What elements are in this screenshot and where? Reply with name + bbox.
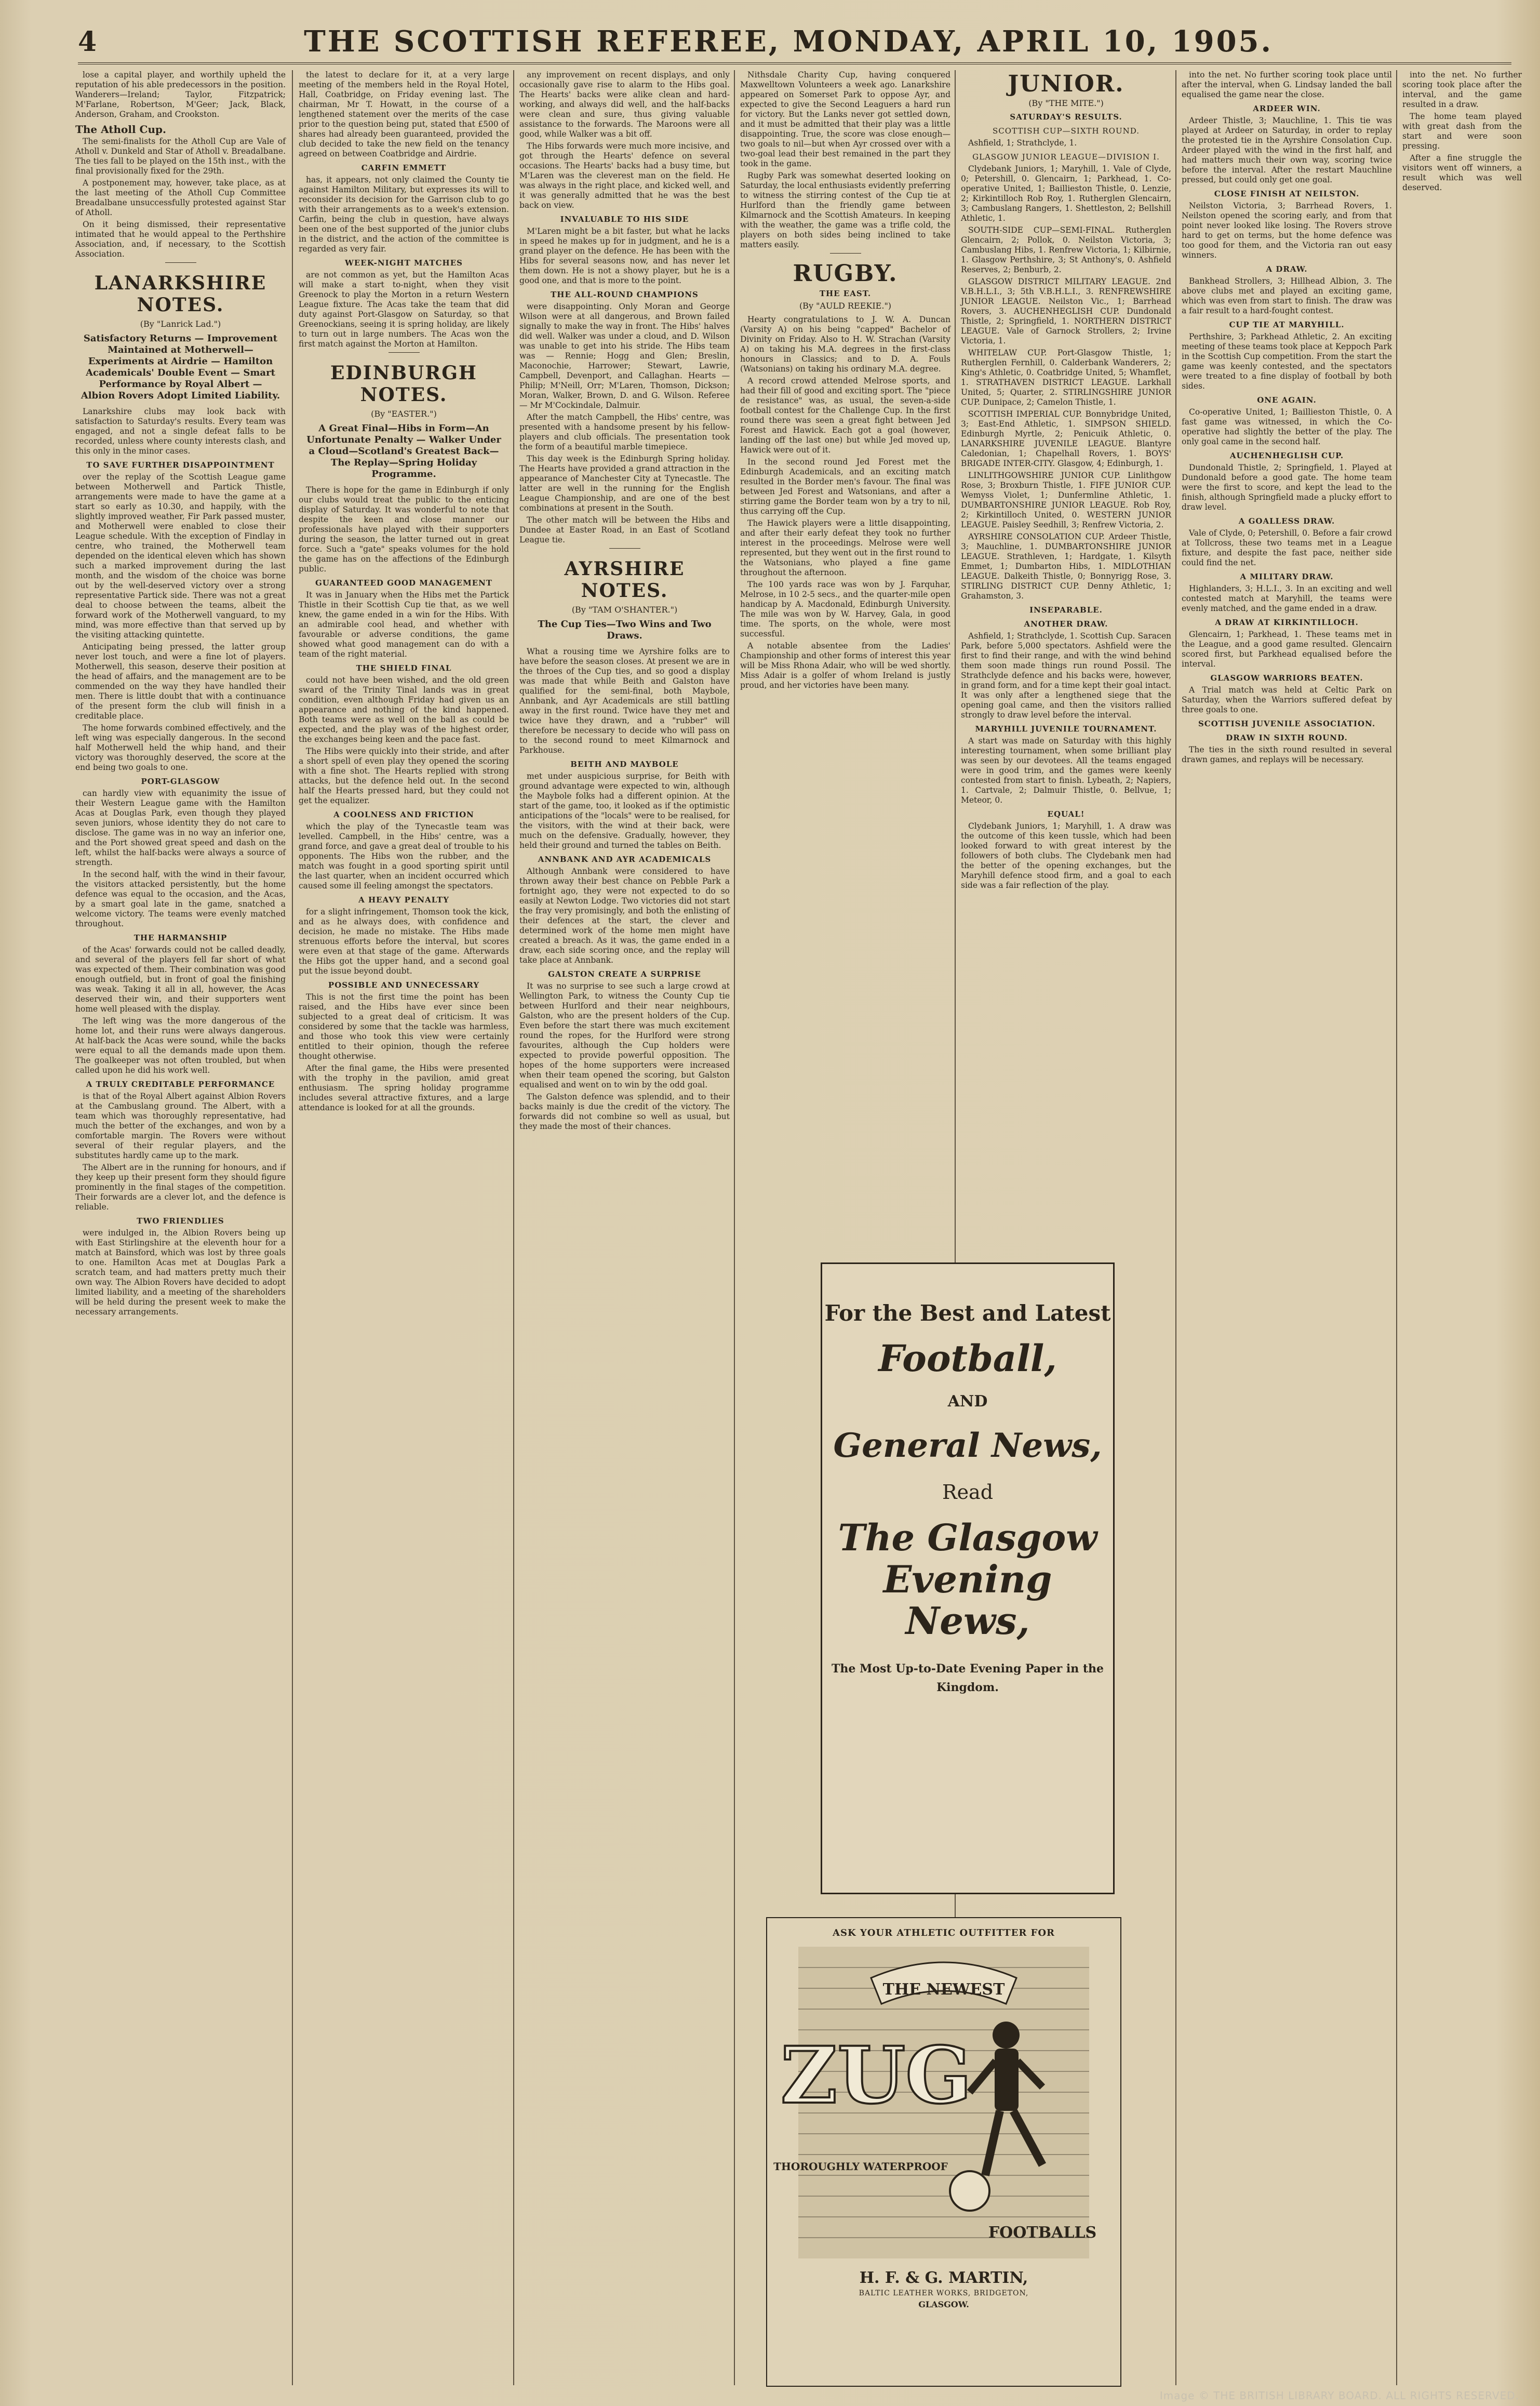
column-3: any improvement on recent displays, and only occasionally gave rise to alarm to the Hibs goal. The Hearts' backs were alike clean and hard-working, and always did well, and the half-backs were clean and sure, thus giving valuable assistance to the forwards. The Maroons were all good, while Walker was a bit off. The Hibs forwards were much more incisive, and got through the Hearts' defence on several occasions. The Hearts' backs had a busy time, but M'Laren was the cleverest man on the field. He was always in the right place, and kicked well, and it was generally admitted that he was the best back on view. INVALUABLE TO HIS SIDE M'Laren might be a bit faster, but what he lacks in speed he makes up for in judgment, and he is a grand player on the defence. He has been with the Hibs for several seasons now, and has never let them down. He is not a showy player, but he is a good one, and that is more to the point. THE ALL-ROUND CHAMPIONS were disappointing. Only Moran and George Wilson were at all dangerous, and Brown failed signally to make the way in front. The Hibs' halves did well. Walker was under a cloud, and D. Wilson was unable to get into his stride. The Hibs team was — Rennie; Hogg and Glen; Breslin, Maconochie, Harrower; Stewart, Lawrie, Campbell, Devenport, and Callaghan. Hearts — Philip; M'Neill, Orr; M'Laren, Thomson, Dickson; Moran, Walker, Brown, D. and G. Wilson. Referee — Mr M'Cockindale, Dalmuir. After the match Campbell, the Hibs' centre, was presented with a handsome present by his fellow-players and club officials. The presentation took the form of a beautiful marble timepiece. This day week is the Edinburgh Spring holiday. The Hearts have provided a grand attraction in the appearance of Manchester City at Tynecastle. The latter are well in the running for the English League Championship, and are one of the best combinations at present in the South. The other match will be between the Hibs and Dundee at Easter Road, in an East of Scotland League tie. AYRSHIRE NOTES. (By "TAM O'SHANTER.") The Cup Ties—Two Wins and Two Draws. What a rousing time we Ayrshire folks are to have before the season closes. At present we are in the throes of the Cup ties, and so good a display was made that while Beith and Galston have qualified for the semi-final, both Maybole, Annbank, and Ayr Academicals are still battling away in the first round. Twice have they met and twice have they drawn, and a "rubber" will therefore be necessary to decide who will pass on to the second round to meet Kilmarnock and Parkhouse. BEITH AND MAYBOLE met under auspicious surprise, for Beith with ground advantage were expected to win, although the Maybole folks had a different opinion. At the start of the game, too, it looked as if the optimistic anticipations of the "locals" were to be realised, for the visitors, with the wind at their back, were much on the defensive. Gradually, however, they held their ground and turned the tables on Beith. ANNBANK AND AYR ACADEMICALS Although Annbank were considered to have thrown away their best chance on Pebble Park a fortnight ago, they were not expected to do so easily at Newton Lodge. Two victories did not start the fray very promisingly, and both the enlisting of their defences at the start, the clever and determined work of the home men might have created a breach. As it was, the game ended in a draw, each side scoring once, and the replay will take place at Annbank. GALSTON CREATE A SURPRISE It was no surprise to see such a large crowd at Wellington Park, to witness the County Cup tie between Hurlford and their near neighbours, Galston, who are the present holders of the Cup. Even before the start there was much excitement round the ropes, for the Hurlford were strong favourites, although the Cup holders were expected to provide powerful opposition. The hopes of the home supporters were increased when their team opened the scoring, but Galston equalised and went on to win by the odd goal. The Galston defence was splendid, and to their backs mainly is due the credit of the victory. The forwards did not combine so well as usual, but they made the most of their chances. (519, 70, 730, 1131)
column-1: lose a capital player, and worthily upheld the reputation of his able predecessors in the position. Wanderers—Ireland; Taylor, Fitzpatrick; M'Farlane, Robertson, M'Geer; Jack, Black, Anderson, Graham, and Crookston. The Atholl Cup. The semi-finalists for the Atholl Cup are Vale of Atholl v. Dunkeld and Star of Atholl v. Breadalbane. The ties fall to be played on the 15th inst., with the final provisionally fixed for the 29th. A postponement may, however, take place, as at the last meeting of the Atholl Cup Committee Breadalbane unsuccessfully protested against Star of Atholl. On it being dismissed, their representative intimated that he would appeal to the Perthshire Association, and, if necessary, to the Scottish Association. LANARKSHIRE NOTES. (By "Lanrick Lad.") Satisfactory Returns — Improvement Maintained at Motherwell—Experiments at Airdrie — Hamilton Academicals' Double Event — Smart Performance by Royal Albert — Albion Rovers Adopt Limited Liability. Lanarkshire clubs may look back with satisfaction to Saturday's results. Every team was engaged, and not a single defeat falls to be recorded, unless where county interests clash, and this only in the minor cases. TO SAVE FURTHER DISAPPOINTMENT over the replay of the Scottish League game between Motherwell and Partick Thistle, arrangements were made to have the game at a start so early as 10.30, and happily, with the slightly improved weather, Fir Park passed muster, and Motherwell were enabled to close their League schedule. With the exception of Findlay in centre, who trained, the Motherwell team depended on the identical eleven which has shown such a marked improvement during the last month, and the wisdom of the choice was borne out by the well-deserved victory over a strong representative Partick side. There was not a great deal to choose between the teams, albeit the forward work of the Motherwell vanguard, to my mind, was more effective than that served up by the visiting attacking quintette. Anticipating being pressed, the latter group never lost touch, and were a fine lot of players. Motherwell, this season, deserve their position at the head of affairs, and the management are to be commended on the way they have handled their men. There is little doubt that with a continuance of the present form the club will finish in a creditable place. The home forwards combined effectively, and the left wing was especially dangerous. In the second half Motherwell held the whip hand, and their victory was thoroughly deserved, the score at the end being two goals to one. PORT-GLASGOW can hardly view with equanimity the issue of their Western League game with the Hamilton Acas at Douglas Park, even though they played seven juniors, whose identity they do not care to disclose. The game was in no way an inferior one, and the Port showed great speed and dash on the left, whilst the half-backs were always a source of strength. In the second half, with the wind in their favour, the visitors attacked persistently, but the home defence was equal to the occasion, and the Acas, by a smart goal late in the game, snatched a welcome victory. The teams were evenly matched throughout. THE HARMANSHIP of the Acas' forwards could not be called deadly, and several of the players fell far short of what was expected of them. Their combination was good enough outfield, but in front of goal the finishing was weak. Taking it all in all, however, the Acas deserved their win, and their supporters went home well pleased with the display. The left wing was the more dangerous of the home lot, and their runs were always dangerous. At half-back the Acas were sound, while the backs were equal to all the demands made upon them. The goalkeeper was not often troubled, but when called upon he did his work well. A TRULY CREDITABLE PERFORMANCE is that of the Royal Albert against Albion Rovers at the Cambuslang ground. The Albert, with a team which was thoroughly representative, had much the better of the exchanges, and won by a comfortable margin. The Rovers were without several of their regular players, and the substitutes hardly came up to the mark. The Albert are in the running for honours, and if they keep up their present form they should figure prominently in the final stages of the competition. Their forwards are a clever lot, and the defence is reliable. TWO FRIENDLIES were indulged in, the Albion Rovers being up with East Stirlingshire at the eleventh hour for a match at Bainsford, which was lost by three goals to one. Hamilton Acas met at Douglas Park a scratch team, and had matters pretty much their own way. The Albion Rovers have decided to adopt limited liability, and a meeting of the shareholders will be held during the present week to make the necessary arrangements. (75, 70, 286, 1317)
subheading: BEITH AND MAYBOLE (570, 760, 679, 769)
article-deck: Satisfactory Returns — Improvement Maintained at Motherwell—Experiments at Airdrie — Hamilton Academicals' Double Event — Smart Performance by Royal Albert — Albion Rovers Adopt Limited Liability. (81, 333, 280, 401)
subheading: SATURDAY'S RESULTS. (1010, 112, 1122, 122)
image-credit: Image © THE BRITISH LIBRARY BOARD. ALL RIGHTS RESERVED. (1159, 2389, 1519, 2402)
subheading: THE ALL-ROUND CHAMPIONS (551, 290, 699, 299)
column-rule (1396, 70, 1397, 2385)
ad-line: For the Best and Latest (824, 1300, 1111, 1326)
subheading: GUARANTEED GOOD MANAGEMENT (315, 578, 493, 588)
subheading: A DRAW. (1266, 264, 1308, 274)
column-4: Nithsdale Charity Cup, having conquered Maxwelltown Volunteers a week ago. Lanarkshire appeared on Somerset Park to oppose Ayr, and expected to give the Second Leaguers a hard run for victory. But the Lanks never got settled down, and it must be admitted that their play was a little disappointing. True, the score was close enough—two goals to nil—but when Ayr crossed over with a two-goal lead their best remained in the part they took in the game. Rugby Park was somewhat deserted looking on Saturday, the local enthusiasts evidently preferring to witness the stirring contest of the Cup tie at Hurlford than the friendly game between Kilmarnock and the Scottish Amateurs. In keeping with the weather, the game was a trifle cold, the players on both sides being inclined to take matters easily. RUGBY. THE EAST. (By "AULD REEKIE.") Hearty congratulations to J. W. A. Duncan (Varsity A) on his being "capped" Bachelor of Divinity on Friday. Also to H. W. Strachan (Varsity A) on taking his M.A. degrees in the first-class honours in Classics; and to D. A. Fouls (Watsonians) on taking his ordinary M.A. degree. A record crowd attended Melrose sports, and had their fill of good and exciting sport. The "piece de resistance" was, as usual, the seven-a-side football contest for the Challenge Cup. In the first round there was seen a great fight between Jed Forest and Hawick. Each got a goal (however, landing off the last one) but while Jed moved up, Hawick were out of it. In the second round Jed Forest met the Edinburgh Academicals, and an exciting match resulted in the Border men's favour. The final was between Jed Forest and Watsonians, and after a stirring game the Border team won by a try to nil, thus carrying off the Cup. The Hawick players were a little disappointing, and after their early defeat they took no further interest in the proceedings. Melrose were well represented, but they went out in the first round to the Watsonians, who played a fine game throughout the afternoon. The 100 yards race was won by J. Farquhar, Melrose, in 10 2-5 secs., and the quarter-mile open handicap by A. Macdonald, Edinburgh University. The mile was won by W. Harvey, Gala, in good time. The sports, on the whole, were most successful. A notable absentee from the Ladies' Championship and other forms of interest this year will be Miss Rhona Adair, who will be wed shortly. Miss Adair is a golfer of whom Ireland is justly proud, and her victories have been many. (740, 70, 950, 690)
subheading: MARYHILL JUVENILE TOURNAMENT. (975, 724, 1157, 734)
subheading: AUCHENHEGLISH CUP. (1229, 451, 1344, 460)
subheading: GLASGOW JUNIOR LEAGUE—DIVISION I. (972, 152, 1160, 162)
article-headline: EDINBURGH NOTES. (330, 362, 477, 406)
ad-line: AND (947, 1392, 988, 1411)
subheading: ANOTHER DRAW. (1024, 619, 1108, 629)
subheading: A HEAVY PENALTY (358, 895, 449, 905)
subheading: SCOTTISH JUVENILE ASSOCIATION. (1198, 719, 1376, 728)
subheading: DRAW IN SIXTH ROUND. (1226, 733, 1348, 742)
article-byline: (By "THE MITE.") (1028, 98, 1104, 108)
subheading: THE HARMANSHIP (133, 933, 227, 942)
subheading: GALSTON CREATE A SURPRISE (548, 969, 701, 979)
subheading: TO SAVE FURTHER DISAPPOINTMENT (86, 460, 275, 470)
subheading: CUP TIE AT MARYHILL. (1229, 320, 1345, 329)
page-number: 4 (78, 25, 97, 58)
column-5: JUNIOR. (By "THE MITE.") SATURDAY'S RESULTS. SCOTTISH CUP—SIXTH ROUND. Ashfield, 1; Strathclyde, 1. GLASGOW JUNIOR LEAGUE—DIVISION I. Clydebank Juniors, 1; Maryhill, 1. Vale of Clyde, 0; Petershill, 0. Glencairn, 1; Parkhead, 1. Co-operative United, 1; Baillieston Thistle, 0. Lenzie, 2; Kirkintilloch Rob Roy, 1. Rutherglen Glencairn, 3; Cambuslang Rangers, 1. Shettleston, 2; Bellshill Athletic, 1. SOUTH-SIDE CUP—SEMI-FINAL. Rutherglen Glencairn, 2; Pollok, 0. Neilston Victoria, 3; Cambuslang Hibs, 1. Renfrew Victoria, 1; Kilbirnie, 1. Glasgow Perthshire, 3; St Anthony's, 0. Ashfield Reserves, 2; Benburb, 2. GLASGOW DISTRICT MILITARY LEAGUE. 2nd V.B.H.L.I., 3; 5th V.B.H.L.I., 3. RENFREWSHIRE JUNIOR LEAGUE. Neilston Vic., 1; Barrhead Rovers, 3. AUCHENHEGLISH CUP. Dundonald Thistle, 2; Springfield, 1. NORTHERN DISTRICT LEAGUE. Vale of Garnock Strollers, 2; Irvine Victoria, 1. WHITELAW CUP. Port-Glasgow Thistle, 1; Rutherglen Fernhill, 0. Calderbank Wanderers, 2; King's Athletic, 0. Coatbridge United, 5; Whamflet, 1. STRATHAVEN DISTRICT LEAGUE. Larkhall United, 5; Quarter, 2. STIRLINGSHIRE JUNIOR CUP. Dunipace, 2; Camelon Thistle, 1. SCOTTISH IMPERIAL CUP. Bonnybridge United, 3; East-End Athletic, 1. SIMPSON SHIELD. Edinburgh Myrtle, 2; Penicuik Athletic, 0. LANARKSHIRE JUVENILE LEAGUE. Blantyre Caledonian, 1; Chapelhall Rovers, 1. BOYS' BRIGADE INTER-CITY. Glasgow, 4; Edinburgh, 1. LINLITHGOWSHIRE JUNIOR CUP. Linlithgow Rose, 3; Broxburn Thistle, 1. FIFE JUNIOR CUP. Wemyss Violet, 1; Dunfermline Athletic, 1. DUMBARTONSHIRE JUNIOR LEAGUE. Rob Roy, 2; Kirkintilloch United, 0. WESTERN JUNIOR LEAGUE. Paisley Seedhill, 3; Renfrew Victoria, 2. AYRSHIRE CONSOLATION CUP. Ardeer Thistle, 3; Mauchline, 1. DUMBARTONSHIRE JUNIOR LEAGUE. Strathleven, 1; Hardgate, 1. Kilsyth Emmet, 1; Dumbarton Hibs, 1. MIDLOTHIAN LEAGUE. Dalkeith Thistle, 0; Bonnyrigg Rose, 3. STIRLING DISTRICT CUP. Denny Athletic, 1; Grahamston, 3. INSEPARABLE. ANOTHER DRAW. Ashfield, 1; Strathclyde, 1. Scottish Cup. Saracen Park, before 5,000 spectators. Ashfield were the first to find their range, and with the wind behind them soon made things run round Possil. The Strathclyde defence and his backs were, however, in grand form, and for a time kept their goal intact. It was only after a lengthened siege that the opening goal came, and then the visitors rallied strongly to draw level before the interval. MARYHILL JUVENILE TOURNAMENT. A start was made on Saturday with this highly interesting tournament, when some brilliant play was seen by our devotees. All the teams engaged were in good trim, and the games were keenly contested from start to finish. Lybeath, 2; Napiers, 1. Cartvale, 2; Dalmuir Thistle, 0. Bellvue, 1; Meteor, 0. EQUAL! Clydebank Juniors, 1; Maryhill, 1. A draw was the outcome of this keen tussle, which had been looked forward to with great interest by the followers of both clubs. The Clydebank men had the better of the opening exchanges, but the Maryhill defence stood firm, and a goal to each side was a fair reflection of the play. (961, 71, 1171, 890)
column-rule (1175, 70, 1176, 2385)
subheading: CARFIN EMMETT (361, 163, 447, 172)
article-deck: The Cup Ties—Two Wins and Two Draws. (538, 619, 712, 641)
subheading: A GOALLESS DRAW. (1238, 516, 1335, 526)
article-deck: A Great Final—Hibs in Form—An Unfortunate Penalty — Walker Under a Cloud—Scotland's Greatest Back—The Replay—Spring Holiday Programme. (306, 423, 501, 480)
column-7: into the net. No further scoring took place after the interval, and the game resulted in a draw. The home team played with great dash from the start and were soon pressing. After a fine struggle the visitors went off winners, a result which was well deserved. (1402, 70, 1522, 192)
article-byline: (By "EASTER.") (371, 409, 437, 419)
zug-football-advertisement (766, 1917, 1121, 2387)
subheading: A COOLNESS AND FRICTION (333, 810, 474, 819)
subheading: GLASGOW WARRIORS BEATEN. (1210, 673, 1363, 683)
ad-line: Read (942, 1481, 994, 1504)
ad-line: The Glasgow (838, 1516, 1097, 1559)
subheading: PORT-GLASGOW (141, 777, 220, 786)
column-rule (292, 70, 293, 2385)
ad-tagline: The Most Up-to-Date Evening Paper in the Kingdom. (831, 1662, 1104, 1694)
section-heading: The Atholl Cup. (75, 123, 166, 136)
footballer-illustration (773, 1947, 1097, 2258)
subheading: INSEPARABLE. (1029, 605, 1103, 615)
newspaper-title: THE SCOTTISH REFEREE, MONDAY, APRIL 10, 1905. (304, 24, 1274, 59)
subheading: POSSIBLE AND UNNECESSARY (328, 980, 480, 990)
article-headline: AYRSHIRE NOTES. (564, 558, 685, 602)
article-byline: (By "TAM O'SHANTER.") (571, 605, 678, 615)
column-2: the latest to declare for it, at a very large meeting of the members held in the Royal Hotel, Hall, Coatbridge, on Friday evening last. The chairman, Mr T. Howatt, in the course of a lengthened statement over the merits of the case prior to the question being put, stated that £500 of shares had already been guaranteed, provided the club decided to take the new field on the tenancy agreed on between Coatbridge and Airdrie. CARFIN EMMETT has, it appears, not only claimed the County tie against Hamilton Military, but expresses its will to reconsider its decision for the Garrison club to go with their arrangements as to a week's extension. Carfin, being the club in question, have always been one of the best supported of the junior clubs in the district, and the action of the committee is regarded as very fair. WEEK-NIGHT MATCHES are not common as yet, but the Hamilton Acas will make a start to-night, when they visit Greenock to play the Morton in a return Western League fixture. The Acas take the team that did duty against Port-Glasgow on Saturday, so that Greenockians, seeing it is spring holiday, are likely to turn out in large numbers. The Acas won the first match against the Morton at Hamilton. EDINBURGH NOTES. (By "EASTER.") A Great Final—Hibs in Form—An Unfortunate Penalty — Walker Under a Cloud—Scotland's Greatest Back—The Replay—Spring Holiday Programme. There is hope for the game in Edinburgh if only our clubs would treat the public to the enticing display of Saturday. It was wonderful to note that despite the keen and close manner our professionals have played with their supporters during the season, the latter turned out in great force. Such a "gate" speaks volumes for the hold the game has on the affections of the Edinburgh public. GUARANTEED GOOD MANAGEMENT It was in January when the Hibs met the Partick Thistle in their Scottish Cup tie that, as we well knew, the game ended in a win for the Hibs. With an admirable cool head, and whether with favourable or adverse conditions, the game showed what good management can do with a team of the right material. THE SHIELD FINAL could not have been wished, and the old green sward of the Trinity Tinal lands was in great condition, even although Friday had given us an appearance and nothing of the kind happened. Both teams were as well on the ball as could be expected, and the play was of the highest order, the exchanges being keen and the pace fast. The Hibs were quickly into their stride, and after a short spell of even play they opened the scoring with a fine shot. The Hearts replied with strong attacks, but the defence held out. In the second half the Hearts pressed hard, but they could not get the equalizer. A COOLNESS AND FRICTION which the play of the Tynecastle team was levelled. Campbell, in the Hibs' centre, was a grand force, and gave a great deal of trouble to his opponents. The Hibs won the rubber, and the match was fought in a good sporting spirit until the last quarter, when an incident occurred which caused some ill feeling amongst the spectators. A HEAVY PENALTY for a slight infringement, Thomson took the kick, and as he always does, with confidence and decision, he made no mistake. The Hibs made strenuous efforts before the interval, but scores were even at that stage of the game. Afterwards the Hibs got the upper hand, and a second goal put the issue beyond doubt. POSSIBLE AND UNNECESSARY This is not the first time the point has been raised, and the Hibs have ever since been subjected to a great deal of criticism. It was considered by some that the tackle was harmless, and those who took this view were certainly entitled to their opinion, though the referee thought otherwise. After the final game, the Hibs were presented with the trophy in the pavilion, amid great enthusiasm. The spring holiday programme includes several attractive fixtures, and a large attendance is looked for at all the grounds. (299, 70, 509, 1112)
ad-address: BALTIC LEATHER WORKS, BRIDGETON, (859, 2289, 1029, 2297)
article-headline: JUNIOR. (1008, 71, 1124, 97)
ad-maker: H. F. & G. MARTIN, (859, 2269, 1028, 2287)
article-headline: LANARKSHIRE NOTES. (94, 272, 267, 316)
ad-line: Football, (878, 1337, 1057, 1380)
subheading: THE SHIELD FINAL (356, 663, 452, 673)
evening-news-advertisement (821, 1262, 1115, 1894)
ad-product-text: FOOTBALLS (988, 2224, 1097, 2242)
ad-line: ASK YOUR ATHLETIC OUTFITTER FOR (833, 1928, 1055, 1938)
subheading: SCOTTISH CUP—SIXTH ROUND. (993, 126, 1140, 136)
article-headline: RUGBY. (793, 260, 898, 287)
masthead (78, 21, 1511, 64)
football-icon (950, 2171, 989, 2211)
subheading: ARDEER WIN. (1253, 104, 1321, 113)
ad-line: General News, (833, 1426, 1102, 1465)
subheading: INVALUABLE TO HIS SIDE (560, 215, 689, 224)
column-rule (734, 70, 735, 2385)
subheading: CLOSE FINISH AT NEILSTON. (1214, 189, 1360, 198)
subheading: A TRULY CREDITABLE PERFORMANCE (86, 1080, 275, 1089)
subheading: ONE AGAIN. (1257, 395, 1317, 405)
subheading: TWO FRIENDLIES (137, 1216, 224, 1226)
subheading: A DRAW AT KIRKINTILLOCH. (1215, 618, 1359, 627)
article-byline: (By "AULD REEKIE.") (799, 301, 892, 311)
subheading: A MILITARY DRAW. (1240, 572, 1334, 581)
subheading: WEEK-NIGHT MATCHES (345, 258, 463, 268)
ad-brand-text: ZUG (780, 2030, 972, 2121)
ad-line: Evening News, (883, 1557, 1052, 1643)
article-byline: (By "Lanrick Lad.") (140, 319, 221, 329)
subheading: ANNBANK AND AYR ACADEMICALS (538, 855, 712, 864)
ad-banner-text: THE NEWEST (882, 1980, 1005, 1999)
subheading: EQUAL! (1047, 809, 1085, 819)
ad-tag-text: THOROUGHLY WATERPROOF (773, 2160, 948, 2173)
column-6: into the net. No further scoring took place until after the interval, when G. Lindsay landed the ball equalised the game near the close. ARDEER WIN. Ardeer Thistle, 3; Mauchline, 1. This tie was played at Ardeer on Saturday, in order to replay the protested tie in the Ayrshire Consolation Cup. Ardeer played with the wind in the first half, and had matters much their own way, scoring twice before the interval. After the restart Mauchline pressed, but could only get one goal. CLOSE FINISH AT NEILSTON. Neilston Victoria, 3; Barrhead Rovers, 1. Neilston opened the scoring early, and from that point never looked like losing. The Rovers strove hard to get on terms, but the home defence was too good for them, and the Victoria ran out easy winners. A DRAW. Bankhead Strollers, 3; Hillhead Albion, 3. The above clubs met and played an exciting game, which was even from start to finish. The draw was a fair result to a hard-fought contest. CUP TIE AT MARYHILL. Perthshire, 3; Parkhead Athletic, 2. An exciting meeting of these teams took place at Keppoch Park in the Scottish Cup competition. From the start the game was keenly contested, and the spectators were treated to a fine display of football by both sides. ONE AGAIN. Co-operative United, 1; Baillieston Thistle, 0. A fast game was witnessed, in which the Co-operative had slightly the better of the play. The only goal came in the second half. AUCHENHEGLISH CUP. Dundonald Thistle, 2; Springfield, 1. Played at Dundonald before a good gate. The home team were the first to score, and kept the lead to the finish, although Springfield made a plucky effort to draw level. A GOALLESS DRAW. Vale of Clyde, 0; Petershill, 0. Before a fair crowd at Tollcross, these two teams met in a League fixture, and despite the fast pace, neither side could find the net. A MILITARY DRAW. Highlanders, 3; H.L.I., 3. In an exciting and well contested match at Maryhill, the teams were evenly matched, and the game ended in a draw. A DRAW AT KIRKINTILLOCH. Glencairn, 1; Parkhead, 1. These teams met in the League, and a good game resulted. Glencairn scored first, but Parkhead equalised before the interval. GLASGOW WARRIORS BEATEN. A Trial match was held at Celtic Park on Saturday, when the Warriors suffered defeat by three goals to one. SCOTTISH JUVENILE ASSOCIATION. DRAW IN SIXTH ROUND. The ties in the sixth round resulted in several drawn games, and replays will be necessary. (1182, 70, 1392, 764)
column-rule (513, 70, 514, 2385)
subheading: THE EAST. (819, 289, 872, 298)
ad-city: GLASGOW. (918, 2299, 969, 2309)
